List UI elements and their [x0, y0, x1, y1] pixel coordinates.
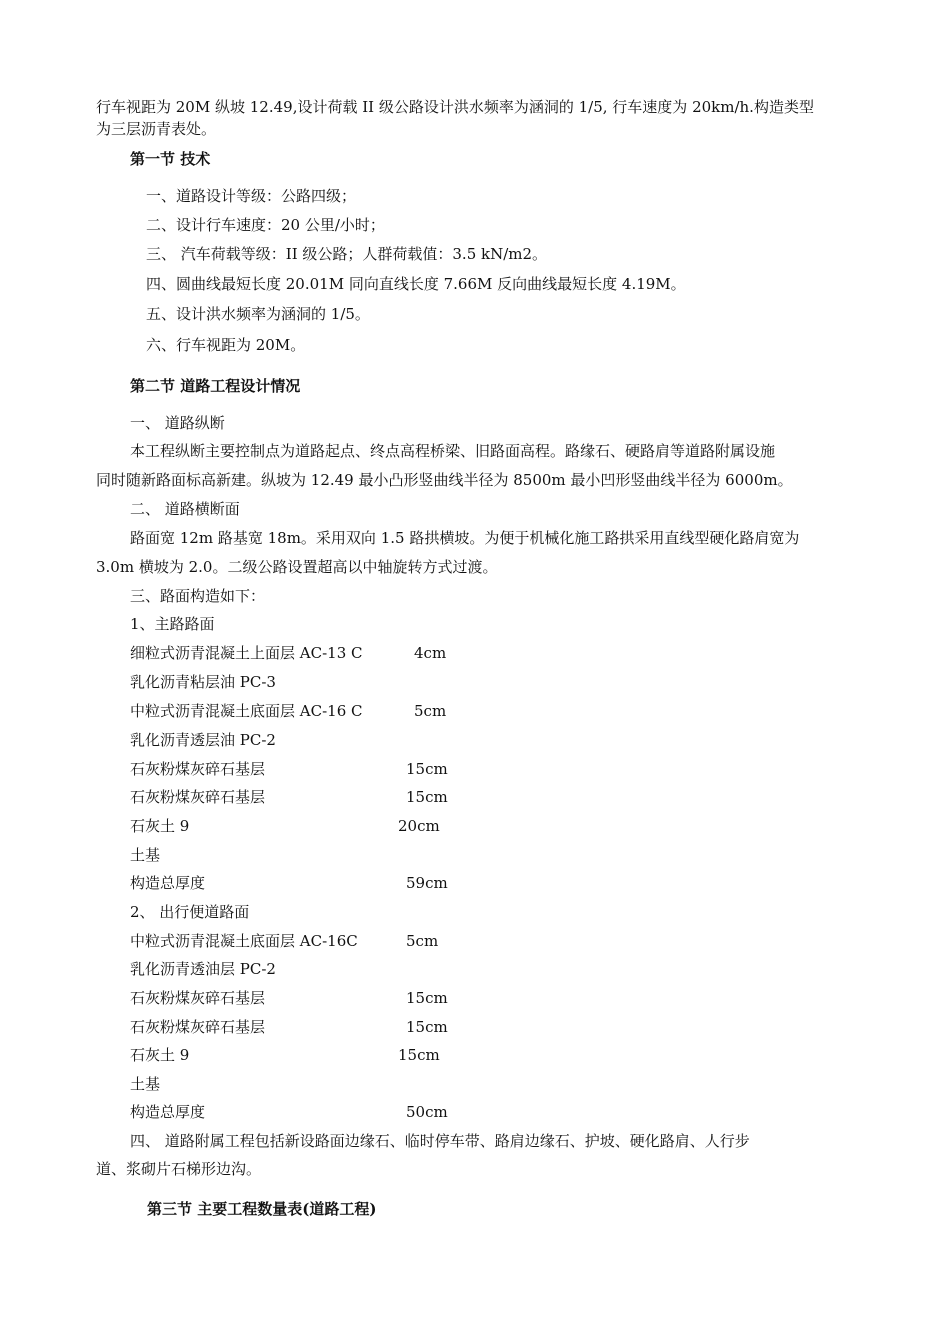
side-layer-thickness: 15cm: [398, 1046, 440, 1064]
spec-item-1: 一、道路设计等级：公路四级；: [146, 187, 357, 205]
main-layer-thickness: 15cm: [406, 788, 448, 806]
cross-section-paragraph-line-2: 3.0m 横坡为 2.0。二级公路设置超高以中轴旋转方式过渡。: [96, 558, 498, 576]
main-layer-thickness: 5cm: [414, 702, 447, 720]
spec-item-5: 五、设计洪水频率为涵洞的 1/5。: [146, 305, 370, 323]
main-layer-name: 乳化沥青粘层油 PC-3: [130, 673, 276, 691]
section-1-heading: 第一节 技术: [130, 150, 211, 168]
section-2-heading: 第二节 道路工程设计情况: [130, 377, 301, 395]
main-road-title: 1、主路路面: [130, 615, 215, 633]
spec-item-3: 三、 汽车荷载等级：II 级公路；人群荷载值：3.5 kN/m2。: [146, 245, 548, 263]
profile-paragraph-line-2: 同时随新路面标高新建。纵坡为 12.49 最小凸形竖曲线半径为 8500m 最小凹形竖曲线半径为 6000m。: [96, 471, 793, 489]
main-layer-thickness: 20cm: [398, 817, 440, 835]
side-layer-name: 石灰土 9: [130, 1046, 190, 1064]
intro-line-1: 行车视距为 20M 纵坡 12.49,设计荷载 II 级公路设计洪水频率为涵洞的 1/5, 行车速度为 20km/h.构造类型: [96, 98, 814, 116]
spec-item-2: 二、设计行车速度：20 公里/小时；: [146, 216, 385, 234]
main-layer-name: 细粒式沥青混凝土上面层 AC-13 C: [130, 644, 363, 662]
main-layer-thickness: 4cm: [414, 644, 447, 662]
main-layer-name: 石灰土 9: [130, 817, 190, 835]
side-layer-name: 石灰粉煤灰碎石基层: [130, 1018, 266, 1036]
main-layer-name: 石灰粉煤灰碎石基层: [130, 760, 266, 778]
side-layer-name: 土基: [130, 1075, 161, 1093]
main-layer-thickness: 15cm: [406, 760, 448, 778]
subsection-title-pavement: 三、路面构造如下：: [130, 587, 266, 605]
side-layer-name: 乳化沥青透油层 PC-2: [130, 960, 276, 978]
main-layer-name: 中粒式沥青混凝土底面层 AC-16 C: [130, 702, 363, 720]
main-total-label: 构造总厚度: [130, 874, 206, 892]
main-layer-name: 石灰粉煤灰碎石基层: [130, 788, 266, 806]
subsection-title-profile: 一、 道路纵断: [130, 414, 225, 432]
intro-line-2: 为三层沥青表处。: [96, 120, 217, 138]
side-layer-name: 石灰粉煤灰碎石基层: [130, 989, 266, 1007]
ancillary-paragraph-line-2: 道、浆砌片石梯形边沟。: [96, 1160, 262, 1178]
ancillary-paragraph-line-1: 四、 道路附属工程包括新设路面边缘石、临时停车带、路肩边缘石、护坡、硬化路肩、人行步: [130, 1132, 750, 1150]
side-road-title: 2、 出行便道路面: [130, 903, 250, 921]
side-layer-thickness: 15cm: [406, 989, 448, 1007]
side-total-thickness: 50cm: [406, 1103, 448, 1121]
spec-item-6: 六、行车视距为 20M。: [146, 336, 306, 354]
profile-paragraph-line-1: 本工程纵断主要控制点为道路起点、终点高程桥梁、旧路面高程。路缘石、硬路肩等道路附属设施: [130, 442, 776, 460]
spec-item-4: 四、圆曲线最短长度 20.01M 同向直线长度 7.66M 反向曲线最短长度 4.19M。: [146, 275, 686, 293]
side-layer-thickness: 5cm: [406, 932, 439, 950]
section-3-heading: 第三节 主要工程数量表(道路工程): [147, 1200, 377, 1218]
main-total-thickness: 59cm: [406, 874, 448, 892]
cross-section-paragraph-line-1: 路面宽 12m 路基宽 18m。采用双向 1.5 路拱横坡。为便于机械化施工路拱采用直线型硬化路肩宽为: [130, 529, 800, 547]
main-layer-name: 土基: [130, 846, 161, 864]
side-layer-name: 中粒式沥青混凝土底面层 AC-16C: [130, 932, 358, 950]
side-layer-thickness: 15cm: [406, 1018, 448, 1036]
subsection-title-cross-section: 二、 道路横断面: [130, 500, 240, 518]
side-total-label: 构造总厚度: [130, 1103, 206, 1121]
main-layer-name: 乳化沥青透层油 PC-2: [130, 731, 276, 749]
